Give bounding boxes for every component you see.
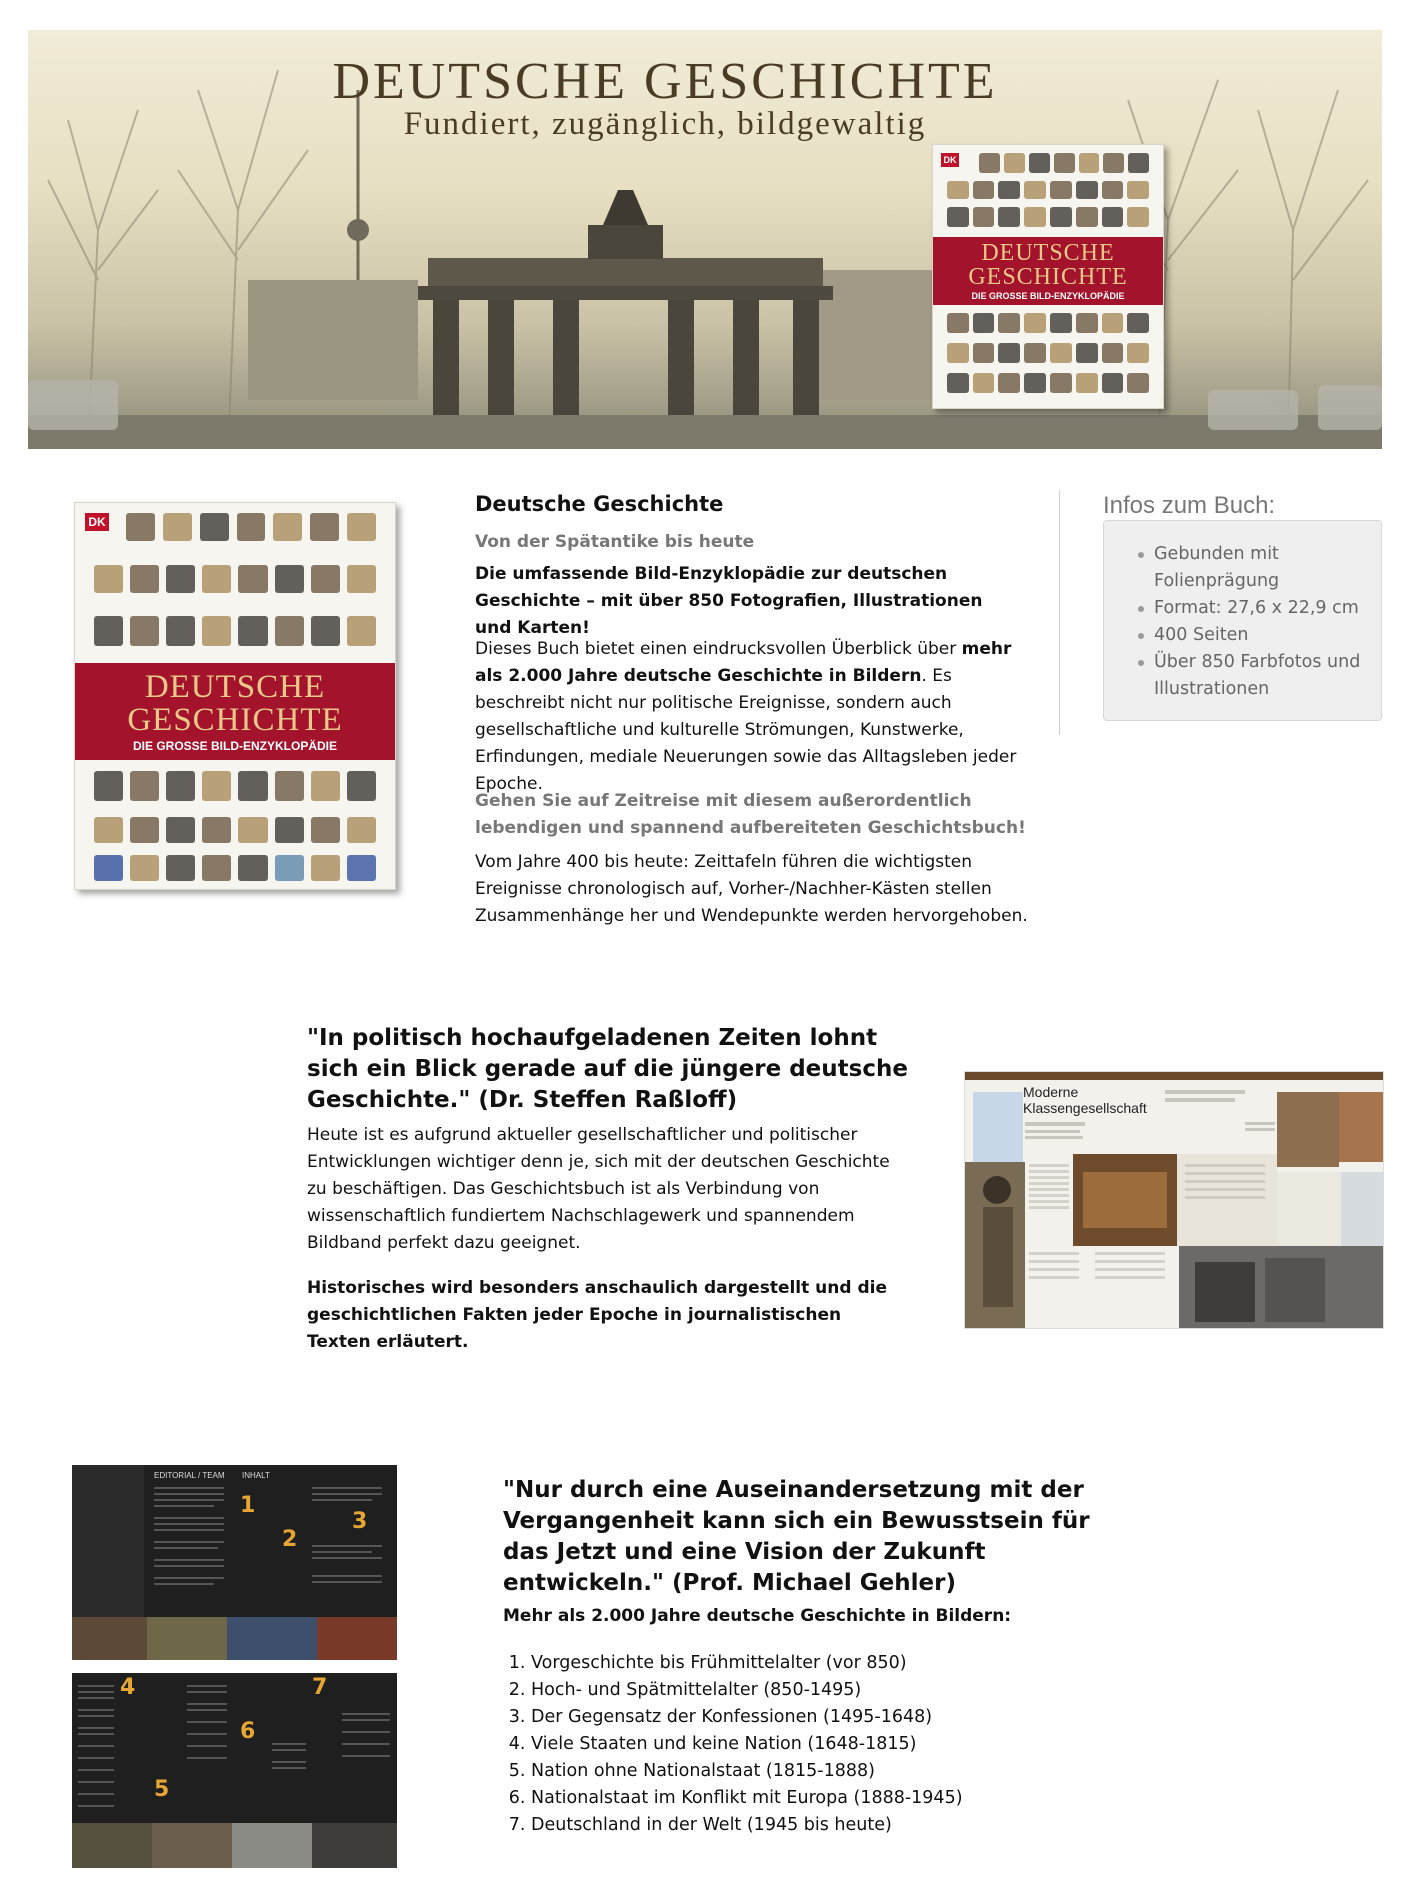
list-item: 2. Hoch- und Spätmittelalter (850-1495) — [531, 1677, 1103, 1704]
toc-number: 2 — [282, 1527, 298, 1552]
section-title: Deutsche Geschichte — [475, 492, 724, 516]
toc-number: 4 — [120, 1675, 136, 1700]
banner-subtitle: Fundiert, zugänglich, bildgewaltig — [403, 106, 927, 142]
section2-bold-paragraph: Historisches wird besonders anschaulich dargestellt und die geschichtlichen Fakten jeder Epoche in journalistischen Texten erläutert. — [307, 1278, 887, 1352]
timeline-paragraph: Vom Jahre 400 bis heute: Zeittafeln führen die wichtigsten Ereignisse chronologisch auf, Vorher-/Nachher-Kästen stellen Zusammenhänge her und Wendepunkte werden hervorgehoben. — [475, 852, 1028, 926]
banner-book-cover: DK DEUTSCHE GESCHICHTE DIE GROSSE BILD-ENZYKLOPÄDIE — [932, 144, 1164, 409]
book-spread-image: Moderne Klassengesellschaft — [964, 1071, 1384, 1329]
epochs-heading: Mehr als 2.000 Jahre deutsche Geschichte in Bildern: — [503, 1606, 1012, 1626]
section-subtitle: Von der Spätantike bis heute — [475, 532, 755, 552]
toc-number: 1 — [240, 1493, 256, 1518]
book-title-line1: DEUTSCHE — [144, 669, 326, 705]
quote-rassloff: "In politisch hochaufgeladenen Zeiten lohnt sich ein Blick gerade auf die jüngere deutsche Geschichte." (Dr. Steffen Raßloff) — [307, 1025, 908, 1113]
callout-text: Gehen Sie auf Zeitreise mit diesem außerordentlich lebendigen und spannend aufbereiteten Geschichtsbuch! — [475, 791, 1026, 838]
spread-heading: Moderne — [1023, 1084, 1079, 1100]
list-item: 7. Deutschland in der Welt (1945 bis heute) — [531, 1812, 1103, 1839]
toc-number: 7 — [312, 1675, 328, 1700]
toc-number: 5 — [154, 1777, 170, 1802]
book-title-line2: GESCHICHTE — [127, 702, 343, 738]
book-cover — [74, 502, 396, 890]
info-item: Über 850 Farbfotos und Illustrationen — [1154, 649, 1381, 703]
dk-logo: DK — [85, 513, 109, 531]
vertical-divider — [1059, 490, 1060, 735]
hero-banner — [28, 30, 1382, 449]
toc-number: 6 — [240, 1719, 256, 1744]
info-item: Format: 27,6 x 22,9 cm — [1154, 595, 1381, 622]
info-item: 400 Seiten — [1154, 622, 1381, 649]
toc-editorial-label: EDITORIAL / TEAM — [154, 1471, 225, 1480]
toc-number: 3 — [352, 1509, 368, 1534]
info-heading: Infos zum Buch: — [1103, 492, 1276, 519]
dk-logo: DK — [941, 153, 959, 167]
info-box — [1103, 520, 1382, 721]
list-item: 6. Nationalstaat im Konflikt mit Europa (1888-1945) — [531, 1785, 1103, 1812]
list-item: 5. Nation ohne Nationalstaat (1815-1888) — [531, 1758, 1103, 1785]
epochs-list — [503, 1650, 1103, 1839]
toc-contents-label: INHALT — [242, 1471, 270, 1480]
table-of-contents-spread-2 — [72, 1673, 397, 1868]
book-subtitle: DIE GROSSE BILD-ENZYKLOPÄDIE — [132, 739, 338, 753]
list-item: 4. Viele Staaten und keine Nation (1648-1815) — [531, 1731, 1103, 1758]
section2-paragraph: Heute ist es aufgrund aktueller gesellschaftlicher und politischer Entwicklungen wichtiger denn je, sich mit der deutschen Geschichte zu beschäftigen. Das Geschichtsbuch ist als Verbindung von wissenschaftlich fundiertem Nachschlagewerk und spannendem Bildband perfekt dazu geeignet. — [307, 1125, 890, 1253]
list-item: 1. Vorgeschichte bis Frühmittelalter (vor 850) — [531, 1650, 1103, 1677]
table-of-contents-spread-1 — [72, 1465, 397, 1660]
lead-text: Die umfassende Bild-Enzyklopädie zur deutschen Geschichte – mit über 850 Fotografien, Illustrationen und Karten! — [475, 564, 983, 638]
list-item: 3. Der Gegensatz der Konfessionen (1495-1648) — [531, 1704, 1103, 1731]
quote-gehler: "Nur durch eine Auseinandersetzung mit der Vergangenheit kann sich ein Bewusstsein für das Jetzt und eine Vision der Zukunft entwickeln." (Prof. Michael Gehler) — [503, 1477, 1090, 1596]
spread-photos — [965, 1072, 1383, 1328]
info-item: Gebunden mit Folienprägung — [1154, 541, 1381, 595]
intro-paragraph: Dieses Buch bietet einen eindrucksvollen Überblick über mehr als 2.000 Jahre deutsche Geschichte in Bildern. Es beschreibt nicht nur politische Ereignisse, sondern auch gesellschaftliche und kulturelle Strömungen, Kunstwerke, Erfindungen, mediale Neuerungen sowie das Alltagsleben jeder Epoche. — [475, 639, 1017, 794]
banner-title: DEUTSCHE GESCHICHTE — [332, 53, 998, 110]
